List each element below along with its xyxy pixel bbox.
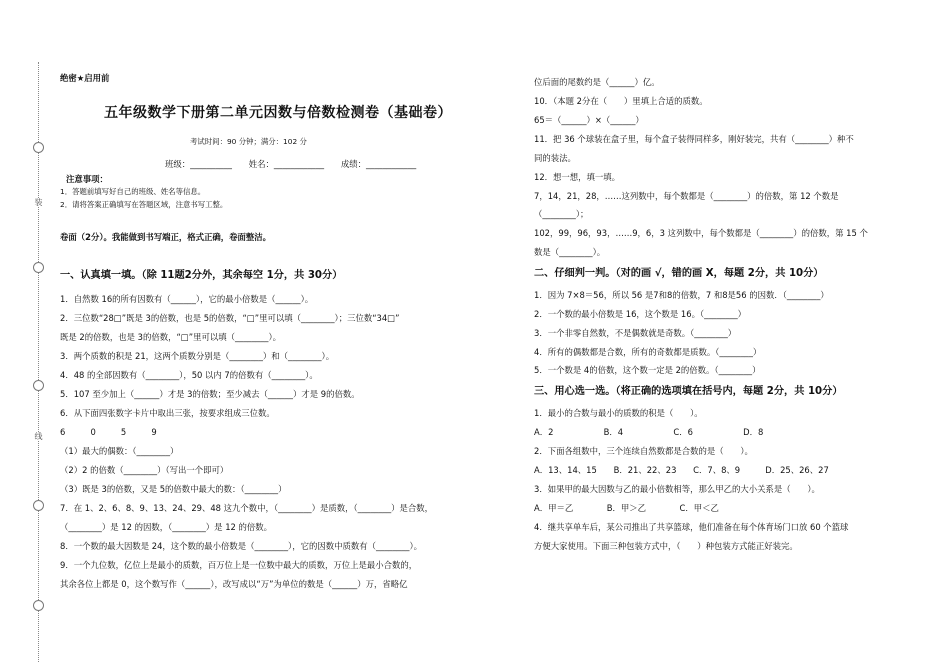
question-line: 1．最小的合数与最小的质数的积是（ ）。 (534, 408, 703, 418)
exam-info: 考试时间：90 分钟；满分：102 分 (190, 137, 307, 146)
binding-label-top: 装 (34, 198, 43, 206)
binding-margin (0, 0, 46, 672)
student-fields: 班级：__________ 姓名：____________ 成绩：____________ (165, 159, 417, 169)
binding-label-bottom: 线 (34, 432, 43, 440)
question-line: 数是（________）。 (534, 247, 606, 257)
section-heading: 三、用心选一选。（将正确的选项填在括号内，每题 2分，共 10分） (534, 386, 843, 397)
question-line: 2．一个数的最小倍数是 16，这个数是 16。（________） (534, 309, 747, 319)
secret-label: 绝密★启用前 (60, 73, 110, 83)
question-line: 8．一个数的最大因数是 24，这个数的最小倍数是（________），它的因数中质数有（________）。 (60, 541, 423, 551)
question-line: （2）2 的倍数（________）（写出一个即可） (60, 465, 229, 475)
question-line: 2．下面各组数中，三个连续自然数都是合数的是（ ）。 (534, 446, 753, 456)
question-line: 5．一个数是 4的倍数，这个数一定是 2的倍数。（________） (534, 365, 761, 375)
question-line: 同的装法。 (534, 153, 576, 163)
question-line: 7．在 1、2、6、8、9、13、24、29、48 这九个数中，（________）是质数，（________）是合数， (60, 503, 434, 513)
question-line: 3．一个非零自然数，不是偶数就是奇数。（________） (534, 328, 737, 338)
section-heading: 一、认真填一填。（除 11题2分外，其余每空 1分，共 30分） (60, 270, 343, 281)
answer-options: A．甲＝乙 B．甲＞乙 C．甲＜乙 (534, 503, 719, 513)
binding-hole (33, 262, 44, 273)
question-line: （3）既是 3的倍数，又是 5的倍数中最大的数：（________） (60, 484, 287, 494)
question-line: 5．107 至少加上（______）才是 3的倍数；至少减去（______）才是 9的倍数。 (60, 389, 360, 399)
digit-cards: 6 0 5 9 (60, 427, 157, 437)
section-heading: 二、仔细判一判。（对的画 √，错的画 X，每题 2分，共 10分） (534, 268, 824, 279)
question-line: 1．因为 7×8＝56，所以 56 是7和8的倍数，7 和8是56 的因数．（________） (534, 290, 829, 300)
question-line: （________）； (534, 209, 589, 219)
question-line: 12．想一想，填一填。 (534, 172, 621, 182)
question-line: 4．继共享单车后，某公司推出了共享篮球，他们准备在每个体育场门口放 60 个篮球 (534, 522, 849, 532)
question-line: 3．两个质数的积是 21，这两个质数分别是（________）和（________）。 (60, 351, 335, 361)
question-line: 102，99，96，93，……9，6，3 这列数中，每个数都是（________）的倍数，第 15 个 (534, 228, 868, 238)
question-line: （________）是 12 的因数，（________）是 12 的倍数。 (60, 522, 273, 532)
question-line: 65＝（______）×（______） (534, 115, 644, 125)
question-line: 6．从下面四张数字卡片中取出三张，按要求组成三位数。 (60, 408, 275, 418)
question-line: 既是 2的倍数，也是 3的倍数，“□”里可以填（________）。 (60, 332, 282, 342)
binding-hole (33, 500, 44, 511)
binding-hole (33, 142, 44, 153)
question-line: 4．48 的全部因数有（________），50 以内 7的倍数有（________）。 (60, 370, 318, 380)
notice-item: 2．请将答案正确填写在答题区域，注意书写工整。 (60, 200, 228, 209)
question-line: 7，14，21，28，……这列数中，每个数都是（________）的倍数，第 12 个数是 (534, 191, 839, 201)
question-line: 1．自然数 16的所有因数有（______），它的最小倍数是（______）。 (60, 294, 314, 304)
question-line: 3．如果甲的最大因数与乙的最小倍数相等，那么甲乙的大小关系是（ ）。 (534, 484, 820, 494)
notice-item: 1．答题前填写好自己的班级、姓名等信息。 (60, 187, 206, 196)
page-title: 五年级数学下册第二单元因数与倍数检测卷（基础卷） (104, 105, 452, 121)
question-line: 4．所有的偶数都是合数，所有的奇数都是质数。（________） (534, 347, 762, 357)
question-line: 位后面的尾数约是（______）亿。 (534, 77, 660, 87)
answer-options: A．13、14、15 B．21、22、23 C．7、8、9 D．25、26、27 (534, 465, 829, 475)
question-line: 11．把 36 个球装在盒子里，每个盒子装得同样多，刚好装完，共有（________）种不 (534, 134, 854, 144)
answer-options: A．2 B．4 C．6 D．8 (534, 427, 764, 437)
question-line: 其余各位上都是 0，这个数写作（______），改写成以“万”为单位的数是（______）万，省略亿 (60, 579, 408, 589)
binding-hole (33, 380, 44, 391)
neatness-note: 卷面（2分）。我能做到书写端正，格式正确，卷面整洁。 (60, 232, 272, 242)
question-line: （1）最大的偶数：（________） (60, 446, 179, 456)
question-line: 9．一个九位数，亿位上是最小的质数，百万位上是一位数中最大的质数，万位上是最小合数的， (60, 560, 418, 570)
notice-title: 注意事项： (66, 174, 108, 184)
question-line: 10．（本题 2分在（ ）里填上合适的质数。 (534, 96, 708, 106)
binding-hole (33, 600, 44, 611)
question-line: 2．三位数“28□”既是 3的倍数，也是 5的倍数，“□”里可以填（________）；三位数“34□” (60, 313, 400, 323)
question-line: 方便大家使用。下面三种包装方式中，（ ）种包装方式能正好装完。 (534, 541, 798, 551)
